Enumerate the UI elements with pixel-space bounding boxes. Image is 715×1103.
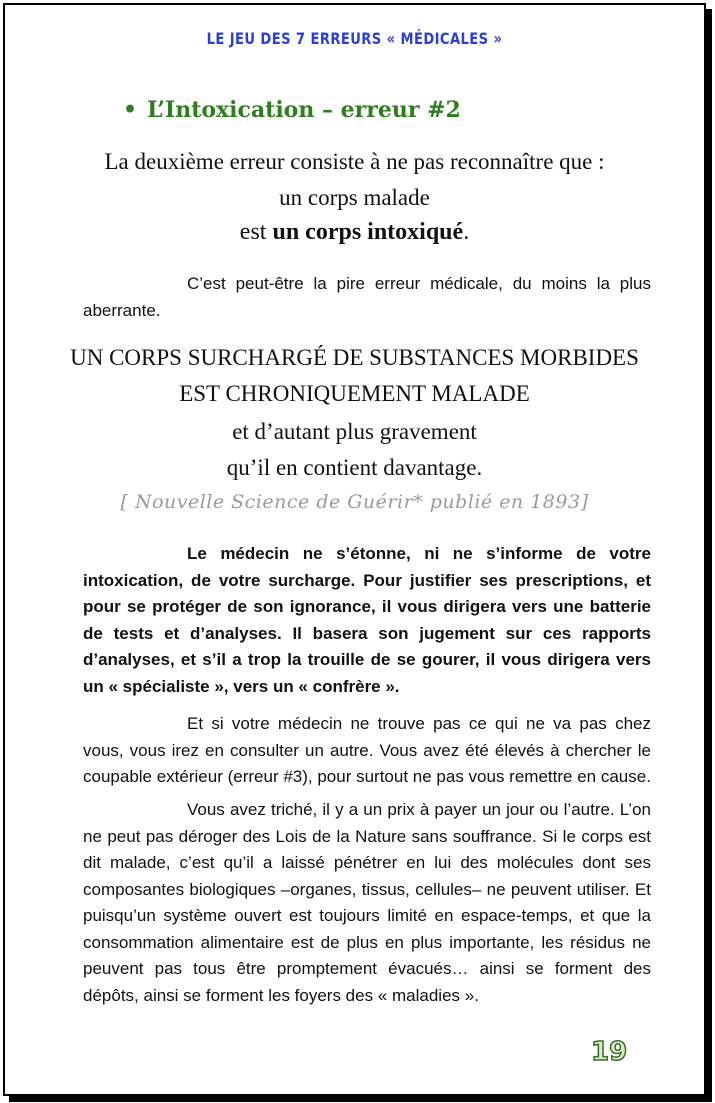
paragraph-3 [83,711,651,791]
paragraph-2-text: Le médecin ne s’étonne, ni ne s’informe de votre intoxication, de votre surcharge. Pour justifier ses prescriptions, et pour se protéger de son ignorance, il vous dirigera vers une batterie de tests et d’analyses. Il basera son jugement sur ces rapports d’analyses, et s’il a trop la trouille de se gourer, il vous dirigera vers un « spécialiste », vers un « confrère ». [83,544,651,696]
quote-line-2: EST CHRONIQUEMENT MALADE [179,381,530,406]
section-title-text: L’Intoxication – erreur #2 [147,97,461,123]
intro-line-2: un corps malade [279,185,430,210]
paragraph-1-text: C’est peut-être la pire erreur médicale, du moins la plus aberrante. [83,274,651,320]
paragraph-3-text: Et si votre médecin ne trouve pas ce qui ne va pas chez vous, vous irez en consulter un autre. Vous avez été élevés à chercher le coupable extérieur (erreur #3), pour surtout ne pas vous remettre en cause. [83,714,651,786]
quote-line-4: qu’il en contient davantage. [226,455,483,480]
page-number: 19 [591,1037,628,1067]
intro-line-3-prefix: est [239,219,273,245]
quote-line-3: et d’autant plus gravement [232,419,477,444]
paragraph-4 [83,797,651,1009]
page [3,3,706,1096]
section-title [123,97,461,123]
paragraph-1 [83,271,651,324]
intro-line-3-emphasis: un corps intoxiqué [272,219,464,245]
quote-source: [ Nouvelle Science de Guérir* publié en 1893] [120,491,589,513]
intro-line-3 [5,219,704,246]
bullet-icon: • [123,97,138,123]
intro-line-3-suffix: . [463,219,470,245]
paragraph-4-text: Vous avez triché, il y a un prix à payer un jour ou l’autre. L’on ne peut pas déroger des Lois de la Nature sans souffrance. Si le corps est dit malade, c’est qu’il a laissé pénétrer en lui des molécules dont ses composantes biologiques –organes, tissus, cellules– ne peuvent utiliser. Et puisqu’un système ouvert est toujours limité en espace-temps, et que la consommation alimentaire est de plus en plus importante, les résidus ne peuvent pas tous être promptement évacués… ainsi se forment des dépôts, ainsi se forment les foyers des « maladies ». [83,800,651,1005]
quote-line-1: UN CORPS SURCHARGÉ DE SUBSTANCES MORBIDES [70,345,639,370]
paragraph-2 [83,541,651,700]
intro-line-1: La deuxième erreur consiste à ne pas reconnaître que : [104,149,605,174]
running-header: LE JEU DES 7 ERREURS « MÉDICALES » [206,29,503,48]
